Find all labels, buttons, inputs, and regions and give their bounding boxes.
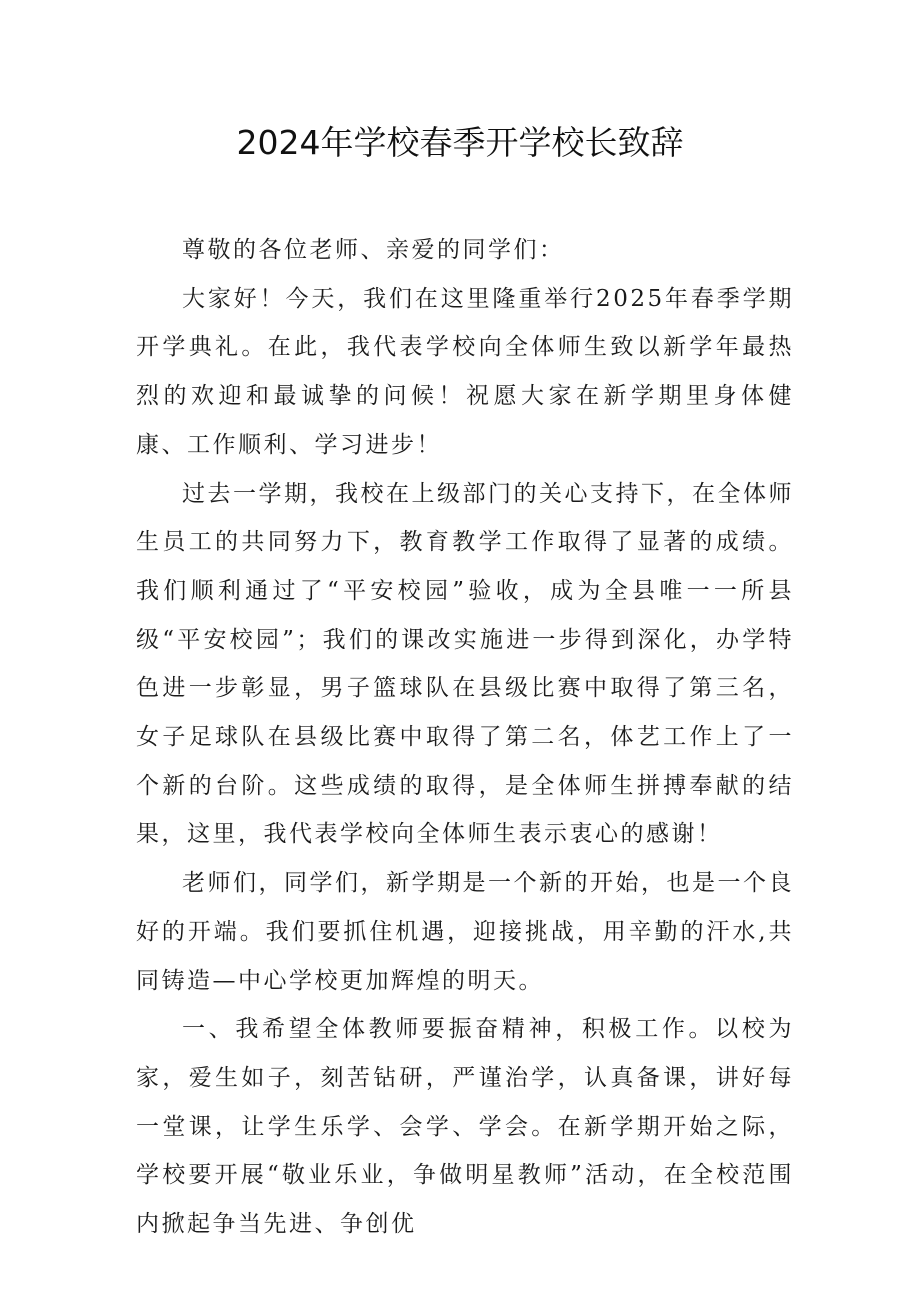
document-body xyxy=(136,226,794,1249)
new-semester-paragraph: 老师们，同学们，新学期是一个新的开始，也是一个良好的开端。我们要抓住机遇，迎接挑战，用辛勤的汗水,共同铸造—中心学校更加辉煌的明天。 xyxy=(136,870,794,994)
teacher-expectations-paragraph: 一、我希望全体教师要振奋精神，积极工作。以校为家，爱生如子，刻苦钻研，严谨治学，认真备课，讲好每一堂课，让学生乐学、会学、学会。在新学期开始之际，学校要开展“敬业乐业，争做明星教师”活动，在全校范围内掀起争当先进、争创优 xyxy=(136,1016,794,1238)
document-title: 2024年学校春季开学校长致辞 xyxy=(236,123,684,162)
salutation-paragraph: 尊敬的各位老师、亲爱的同学们： xyxy=(182,237,565,263)
achievements-paragraph: 过去一学期，我校在上级部门的关心支持下，在全体师生员工的共同努力下，教育教学工作取得了显著的成绩。我们顺利通过了“平安校园”验收，成为全县唯一一所县级“平安校园”；我们的课改实施进一步得到深化，办学特色进一步彰显，男子篮球队在县级比赛中取得了第三名，女子足球队在县级比赛中取得了第二名，体艺工作上了一个新的台阶。这些成绩的取得，是全体师生拼搏奉献的结果，这里，我代表学校向全体师生表示衷心的感谢！ xyxy=(136,480,794,848)
greeting-paragraph: 大家好！今天，我们在这里隆重举行2025年春季学期开学典礼。在此，我代表学校向全体师生致以新学年最热烈的欢迎和最诚挚的问候！祝愿大家在新学期里身体健康、工作顺利、学习进步！ xyxy=(136,285,794,458)
